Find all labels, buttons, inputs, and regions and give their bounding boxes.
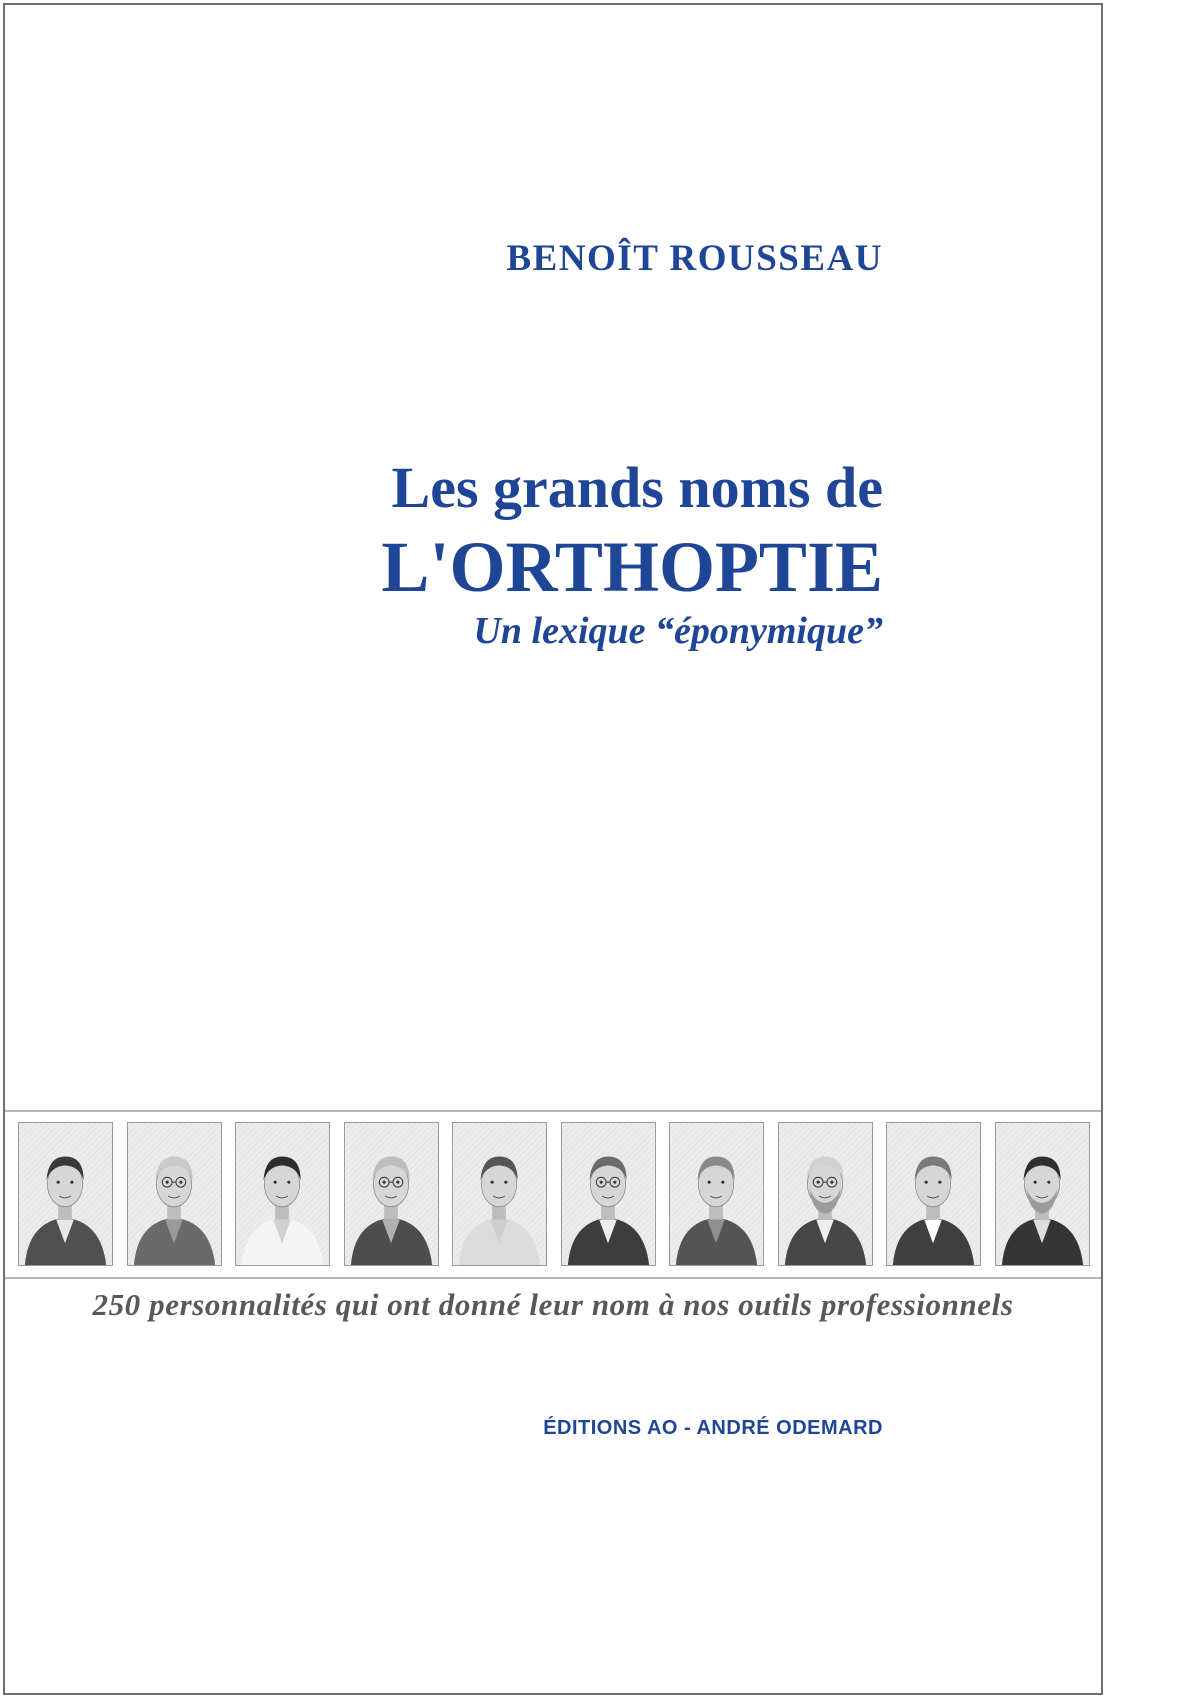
subtitle: Un lexique “éponymique” (473, 610, 883, 652)
portrait-bearded-man-seated-icon (995, 1122, 1090, 1266)
portrait-man-round-glasses-icon (561, 1122, 656, 1266)
tagline: 250 personnalités qui ont donné leur nom à nos outils professionnels (92, 1287, 1014, 1322)
publisher-name: ÉDITIONS AO - ANDRÉ ODEMARD (543, 1417, 883, 1439)
portrait-elderly-man-smiling-glasses-icon (344, 1122, 439, 1266)
portrait-young-woman-collar-icon (886, 1122, 981, 1266)
title-line-2: L'ORTHOPTIE (381, 527, 883, 607)
book-cover (3, 3, 1103, 1695)
portrait-elderly-woman-glasses-scarf-icon (127, 1122, 222, 1266)
portrait-strip-bottom-rule (5, 1277, 1101, 1279)
portrait-man-moustache-icon (18, 1122, 113, 1266)
portrait-man-white-coat-icon (235, 1122, 330, 1266)
portrait-elderly-woman-icon (669, 1122, 764, 1266)
title-line-1: Les grands noms de (391, 455, 883, 520)
portrait-bearded-man-glasses-icon (778, 1122, 873, 1266)
portrait-strip-top-rule (5, 1110, 1101, 1112)
author-name: BENOÎT ROUSSEAU (506, 238, 883, 279)
portrait-woman-short-hair-icon (452, 1122, 547, 1266)
